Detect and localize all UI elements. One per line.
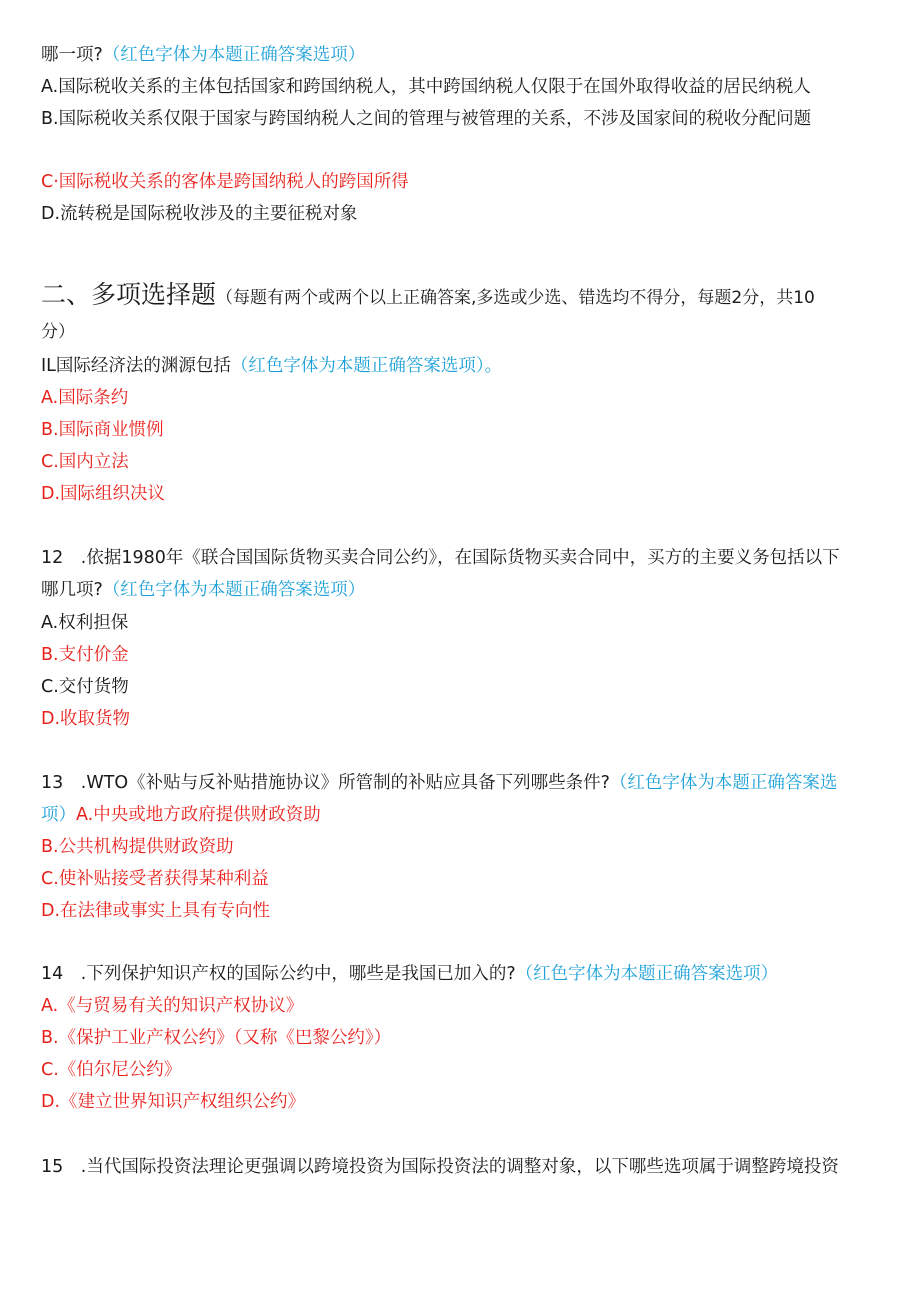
section-title: 二、多项选择题 — [41, 280, 217, 309]
q13-option-a: A.中央或地方政府提供财政资助 — [76, 805, 321, 825]
q13-stem — [41, 771, 882, 795]
q14-option-c: C.《伯尔尼公约》 — [41, 1060, 182, 1080]
q14-option-d: D.《建立世界知识产权组织公约》 — [41, 1092, 306, 1112]
q12-option-a: A.权利担保 — [41, 613, 129, 633]
q11-stem-end: 。 — [484, 356, 503, 376]
q12-stem-line1: 12 .依据1980年《联合国国际货物买卖合同公约》，在国际货物买卖合同中，买方的主要义务包括以下 — [41, 548, 840, 568]
section-heading — [41, 279, 882, 314]
q11-option-d: D.国际组织决议 — [41, 484, 166, 504]
q14-stem-text: 14 .下列保护知识产权的国际公约中，哪些是我国已加入的? — [41, 964, 516, 984]
q14-hint: （红色字体为本题正确答案选项） — [515, 964, 779, 984]
section-note: （每题有两个或两个以上正确答案,多选或少选、错选均不得分，每题2分，共10 — [216, 288, 815, 308]
q15-stem: 15 .当代国际投资法理论更强调以跨境投资为国际投资法的调整对象，以下哪些选项属于调整跨境投资 — [41, 1157, 839, 1177]
q13-option-d: D.在法律或事实上具有专向性 — [41, 901, 271, 921]
q10-option-d: D.流转税是国际税收涉及的主要征税对象 — [41, 204, 358, 224]
q11-hint: （红色字体为本题正确答案选项） — [230, 356, 485, 376]
q10-option-a: A.国际税收关系的主体包括国家和跨国纳税人，其中跨国纳税人仅限于在国外取得收益的居民纳税人 — [41, 77, 811, 97]
q12-option-c: C.交付货物 — [41, 677, 129, 697]
q13-option-c: C.使补贴接受者获得某种利益 — [41, 869, 269, 889]
q13-stem-cont — [41, 803, 882, 827]
q13-hint-cont: 项） — [41, 805, 76, 825]
q11-stem-text: IL国际经济法的渊源包括 — [41, 356, 231, 376]
q10-option-c: C·国际税收关系的客体是跨国纳税人的跨国所得 — [41, 172, 409, 192]
q12-stem-text: 哪几项? — [41, 580, 103, 600]
q10-option-b: B.国际税收关系仅限于国家与跨国纳税人之间的管理与被管理的关系，不涉及国家间的税收分配问题 — [41, 109, 812, 129]
q14-option-a: A.《与贸易有关的知识产权协议》 — [41, 996, 304, 1016]
q12-option-b: B.支付价金 — [41, 645, 129, 665]
q12-option-d: D.收取货物 — [41, 709, 131, 729]
q13-hint: （红色字体为本题正确答案选 — [609, 773, 838, 793]
q11-option-a: A.国际条约 — [41, 388, 129, 408]
section-note-cont: 分） — [41, 322, 75, 342]
q13-stem-text: 13 .WTO《补贴与反补贴措施协议》所管制的补贴应具备下列哪些条件? — [41, 773, 610, 793]
q14-option-b: B.《保护工业产权公约》（又称《巴黎公约》） — [41, 1028, 392, 1048]
q13-option-b: B.公共机构提供财政资助 — [41, 837, 234, 857]
q12-hint: （红色字体为本题正确答案选项） — [102, 580, 366, 600]
q10-hint: （红色字体为本题正确答案选项） — [102, 45, 366, 65]
q11-stem — [41, 354, 882, 378]
q10-stem-tail — [41, 43, 882, 67]
q14-stem — [41, 962, 882, 986]
q12-stem-line2 — [41, 578, 882, 602]
q10-stem-text: 哪一项? — [41, 45, 103, 65]
q11-option-c: C.国内立法 — [41, 452, 129, 472]
q11-option-b: B.国际商业惯例 — [41, 420, 164, 440]
